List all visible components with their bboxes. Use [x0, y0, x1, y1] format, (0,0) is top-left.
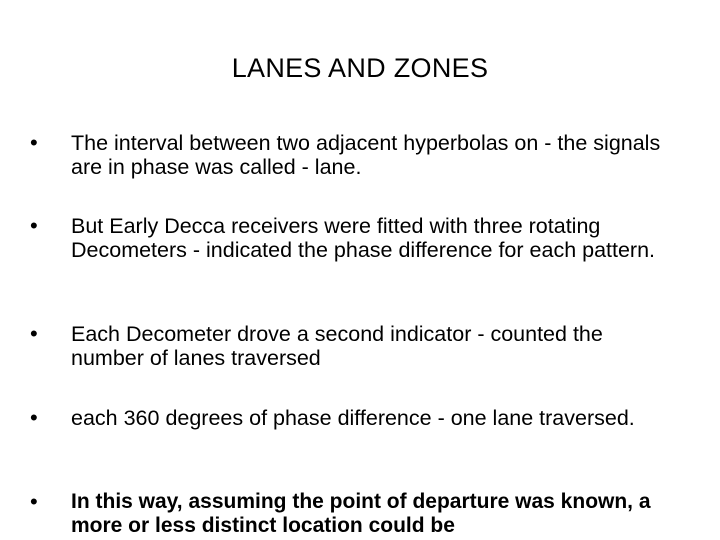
slide-title: LANES AND ZONES: [231, 53, 489, 83]
bullet-text: But Early Decca receivers were fitted with three rotating Decometers - indicated the phase difference for each pattern.: [71, 214, 656, 262]
bullet-dot-icon: •: [30, 489, 38, 514]
bullet-dot-icon: •: [30, 321, 38, 346]
bullet-text: The interval between two adjacent hyperbolas on - the signals are in phase was called - lane.: [71, 131, 661, 179]
bullet-text: In this way, assuming the point of departure was known, a more or less distinct location could be: [71, 490, 651, 537]
bullet-text: each 360 degrees of phase difference - one lane traversed.: [71, 406, 635, 430]
bullet-dot-icon: •: [30, 130, 38, 155]
bullet-text: Each Decometer drove a second indicator - counted the number of lanes traversed: [71, 322, 603, 370]
bullet-dot-icon: •: [30, 405, 38, 430]
bullet-dot-icon: •: [30, 213, 38, 238]
